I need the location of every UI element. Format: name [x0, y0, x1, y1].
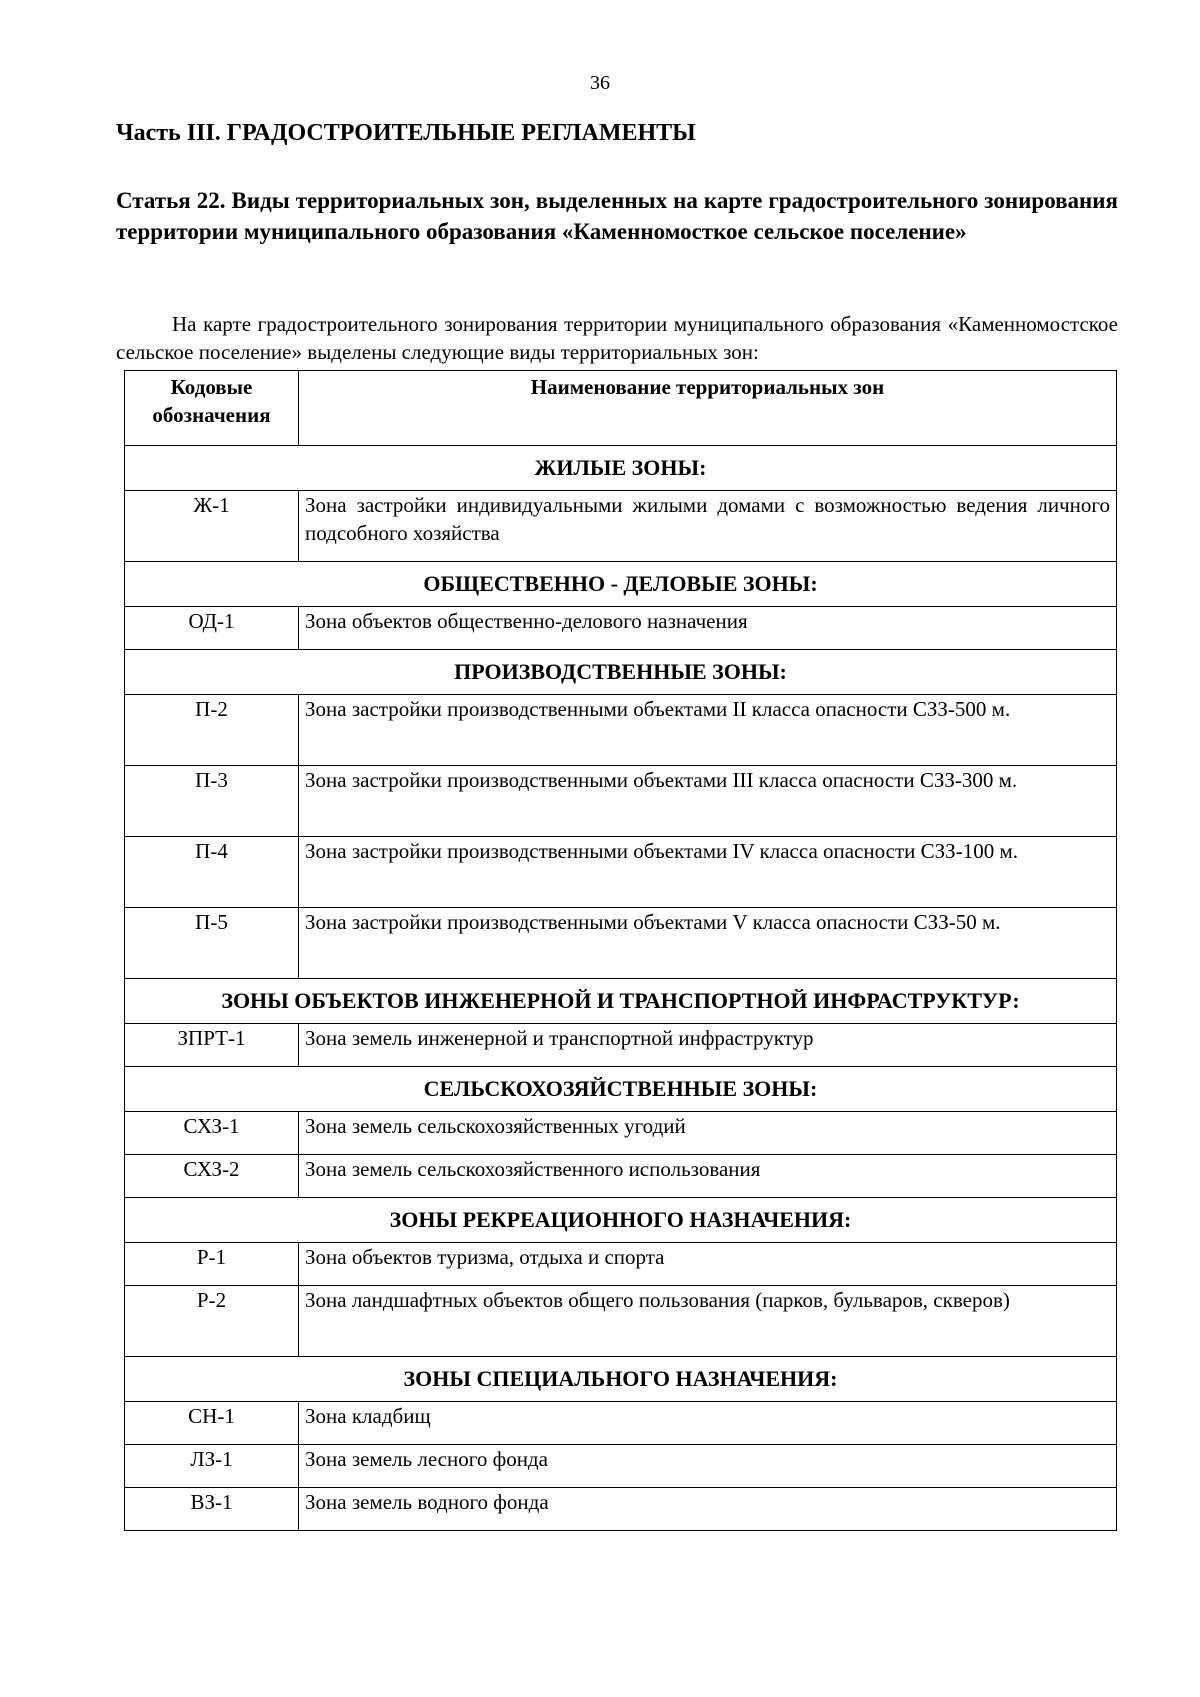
zone-name: Зона земель лесного фонда [299, 1445, 1117, 1488]
zone-name: Зона земель водного фонда [299, 1488, 1117, 1531]
zone-group-row [125, 1198, 1117, 1243]
zone-group-title: СЕЛЬСКОХОЗЯЙСТВЕННЫЕ ЗОНЫ: [125, 1067, 1117, 1112]
zone-code: ЛЗ-1 [125, 1445, 299, 1488]
part-title: Часть III. ГРАДОСТРОИТЕЛЬНЫЕ РЕГЛАМЕНТЫ [116, 120, 696, 146]
zone-code: ОД-1 [125, 607, 299, 650]
table-row [125, 837, 1117, 908]
zone-group-row [125, 562, 1117, 607]
zone-name: Зона застройки производственными объектами V класса опасности СЗЗ-50 м. [299, 908, 1117, 979]
zone-name: Зона кладбищ [299, 1402, 1117, 1445]
table-row [125, 695, 1117, 766]
zone-code: СХЗ-2 [125, 1155, 299, 1198]
zone-group-title: ЗОНЫ ОБЪЕКТОВ ИНЖЕНЕРНОЙ И ТРАНСПОРТНОЙ ИНФРАСТРУКТУР: [125, 979, 1117, 1024]
zone-name: Зона земель инженерной и транспортной инфраструктур [299, 1024, 1117, 1067]
zone-name: Зона объектов общественно-делового назначения [299, 607, 1117, 650]
table-row [125, 908, 1117, 979]
table-row [125, 491, 1117, 562]
zones-table [124, 370, 1117, 1531]
header-code: Кодовые обозначения [125, 371, 299, 446]
table-row [125, 766, 1117, 837]
table-row [125, 1024, 1117, 1067]
zone-group-title: ЗОНЫ СПЕЦИАЛЬНОГО НАЗНАЧЕНИЯ: [125, 1357, 1117, 1402]
zone-code: СН-1 [125, 1402, 299, 1445]
zone-group-row [125, 979, 1117, 1024]
zone-group-title: ПРОИЗВОДСТВЕННЫЕ ЗОНЫ: [125, 650, 1117, 695]
table-header-row [125, 371, 1117, 446]
zone-code: П-2 [125, 695, 299, 766]
zone-group-row [125, 1067, 1117, 1112]
zone-code: Ж-1 [125, 491, 299, 562]
intro-text: На карте градостроительного зонирования территории муниципального образования «Каменномостское сельское поселение» выделены следующие виды территориальных зон: [116, 312, 1118, 364]
zone-group-row [125, 650, 1117, 695]
zone-code: П-4 [125, 837, 299, 908]
zone-group-title: ЖИЛЫЕ ЗОНЫ: [125, 446, 1117, 491]
zone-code: ВЗ-1 [125, 1488, 299, 1531]
table-row [125, 1155, 1117, 1198]
table-row [125, 1243, 1117, 1286]
zone-code: Р-2 [125, 1286, 299, 1357]
table-row [125, 1286, 1117, 1357]
intro-paragraph [116, 310, 1118, 366]
table-row [125, 1112, 1117, 1155]
zones-table-body [125, 446, 1117, 1531]
table-row [125, 1402, 1117, 1445]
zone-code: П-3 [125, 766, 299, 837]
table-row [125, 1445, 1117, 1488]
zone-group-title: ОБЩЕСТВЕННО - ДЕЛОВЫЕ ЗОНЫ: [125, 562, 1117, 607]
page-number: 36 [590, 72, 610, 94]
zone-name: Зона застройки производственными объектами II класса опасности СЗЗ-500 м. [299, 695, 1117, 766]
zone-name: Зона земель сельскохозяйственного использования [299, 1155, 1117, 1198]
header-name: Наименование территориальных зон [299, 371, 1117, 446]
table-row [125, 1488, 1117, 1531]
table-row [125, 607, 1117, 650]
zone-code: Р-1 [125, 1243, 299, 1286]
zone-name: Зона застройки производственными объектами III класса опасности СЗЗ-300 м. [299, 766, 1117, 837]
zone-code: ЗПРТ-1 [125, 1024, 299, 1067]
zone-name: Зона застройки производственными объектами IV класса опасности СЗЗ-100 м. [299, 837, 1117, 908]
zone-name: Зона ландшафтных объектов общего пользования (парков, бульваров, скверов) [299, 1286, 1117, 1357]
zone-name: Зона застройки индивидуальными жилыми домами с возможностью ведения личного подсобного хозяйства [299, 491, 1117, 562]
article-title: Статья 22. Виды территориальных зон, выделенных на карте градостроительного зонирования территории муниципального образования «Каменномосткое сельское поселение» [116, 188, 1118, 244]
zone-code: П-5 [125, 908, 299, 979]
zone-group-row [125, 446, 1117, 491]
zone-code: СХЗ-1 [125, 1112, 299, 1155]
zone-name: Зона земель сельскохозяйственных угодий [299, 1112, 1117, 1155]
zone-group-row [125, 1357, 1117, 1402]
zone-name: Зона объектов туризма, отдыха и спорта [299, 1243, 1117, 1286]
zone-group-title: ЗОНЫ РЕКРЕАЦИОННОГО НАЗНАЧЕНИЯ: [125, 1198, 1117, 1243]
